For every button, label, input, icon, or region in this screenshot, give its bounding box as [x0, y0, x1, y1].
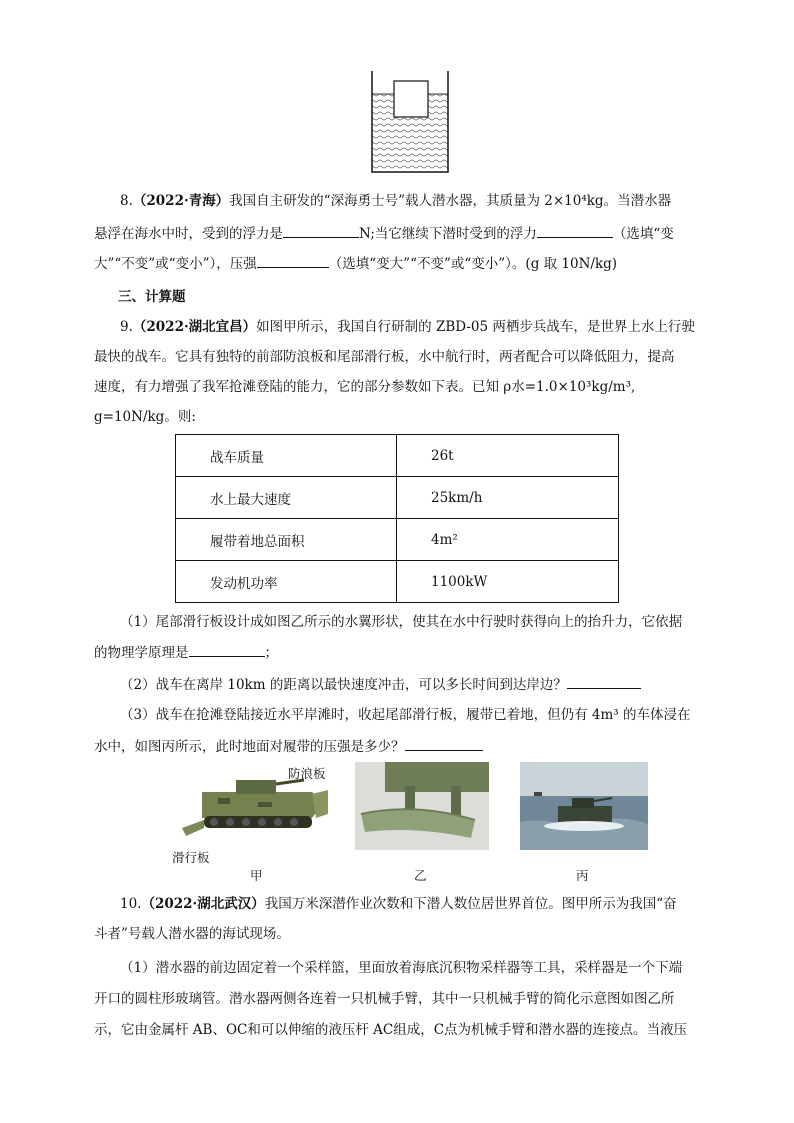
q10-line-5: 示，它由金属杆 AB、OC和可以伸缩的液压杆 AC组成，C点为机械手臂和潜水器的连接点。当液压: [94, 1022, 688, 1038]
answer-blank-principle[interactable]: [189, 641, 265, 657]
label-wave-board: 防浪板: [288, 766, 326, 781]
caption-jia: 甲: [250, 868, 263, 883]
q9-sub1-line-2: 的物理学原理是 ；: [94, 641, 704, 664]
answer-blank-buoyancy-change[interactable]: [537, 222, 613, 238]
slide-board-photo-yi: [355, 762, 489, 850]
beaker-figure: [362, 68, 458, 176]
q10-line-4: 开口的圆柱形玻璃管。潜水器两侧各连着一只机械手臂，其中一只机械手臂的简化示意图如图乙所: [94, 991, 675, 1007]
q9-sub1-line-1: （1）尾部滑行板设计成如图乙所示的水翼形状，使其在水中行驶时获得向上的抬升力，它依据: [120, 614, 683, 630]
q8-line-1: 8.（2022·青海）我国自主研发的“深海勇士号”载人潜水器，其质量为 2×10⁴kg。当潜水器: [120, 193, 672, 209]
q9-line-2: 最快的战车。它具有独特的前部防浪板和尾部滑行板，水中航行时，两者配合可以降低阻力，提高: [94, 349, 675, 365]
parameter-table: [175, 434, 619, 603]
q9-line-1: 9.（2022·湖北宜昌）如图甲所示，我国自行研制的 ZBD-05 两栖步兵战车，是世界上水上行驶: [120, 319, 695, 335]
q8-number: 8.: [120, 193, 133, 209]
caption-yi: 乙: [414, 868, 427, 883]
q9-sub2: （2）战车在离岸 10km 的距离以最快速度冲击，可以多长时间到达岸边？: [94, 673, 704, 696]
q9-sub3-line-2: 水中，如图丙所示，此时地面对履带的压强是多少？: [94, 735, 704, 758]
section-title: 三、计算题: [118, 289, 186, 305]
q8-source: （2022·青海）: [132, 193, 230, 209]
label-slide-board: 滑行板: [172, 850, 210, 865]
q8-line-2: 悬浮在海水中时，受到的浮力是 N;当它继续下潜时受到的浮力 （选填“变: [94, 222, 704, 245]
vehicle-water-photo-bing: [520, 762, 648, 850]
q10-line-3: （1）潜水器的前边固定着一个采样篮，里面放着海底沉积物采样器等工具，采样器是一个下端: [120, 960, 683, 976]
answer-blank-pressure-change[interactable]: [257, 252, 329, 268]
q8-line-3: 大”“不变”或“变小”），压强 （选填“变大”“不变”或“变小”）。(g 取 10N/kg): [94, 252, 704, 275]
answer-blank-pressure[interactable]: [405, 735, 483, 751]
q10-line-2: 斗者”号载人潜水器的海试现场。: [94, 926, 290, 942]
table-row: 水上最大速度 25km/h: [176, 477, 619, 519]
wooden-block: [394, 81, 428, 117]
answer-blank-buoyancy[interactable]: [283, 222, 359, 238]
table-row: 发动机功率 1100kW: [176, 561, 619, 603]
q10-line-1: 10.（2022·湖北武汉）我国万米深潜作业次数和下潜人数位居世界首位。图甲所示为我国“奋: [120, 896, 677, 912]
table-row: 战车质量 26t: [176, 435, 619, 477]
q9-line-4: g=10N/kg。则:: [94, 409, 196, 425]
table-row: 履带着地总面积 4m²: [176, 519, 619, 561]
q9-line-3: 速度，有力增强了我军抢滩登陆的能力，它的部分参数如下表。已知 ρ水=1.0×10³kg/m³,: [94, 379, 636, 395]
answer-blank-time[interactable]: [567, 673, 641, 689]
q9-sub3-line-1: （3）战车在抢滩登陆接近水平岸滩时，收起尾部滑行板，履带已着地，但仍有 4m³ 的车体浸在: [120, 707, 691, 723]
caption-bing: 丙: [576, 868, 589, 883]
